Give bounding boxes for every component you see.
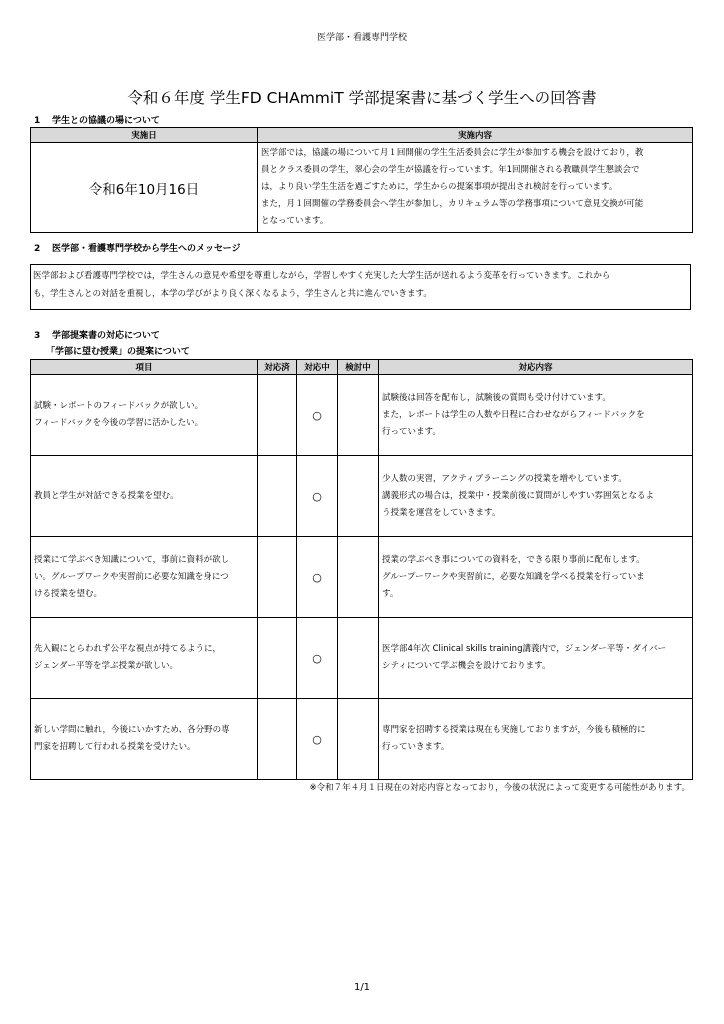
row-item [31, 375, 258, 456]
section-2-heading [34, 241, 240, 254]
table-row [31, 537, 693, 618]
col-done-header: 対応済 [258, 360, 297, 375]
row-item [31, 537, 258, 618]
row-response [379, 375, 693, 456]
item-line: い。グループワークや実習前に必要な知識を身につ [34, 571, 229, 582]
response-line: う授業を運営をしていきます。 [382, 507, 501, 518]
message-box [30, 264, 691, 310]
content-line: となっています。 [261, 216, 329, 226]
item-line: ける授業を望む。 [34, 588, 103, 599]
section-1-number: 1 [34, 116, 41, 126]
meeting-content [258, 143, 693, 233]
row-item [31, 456, 258, 537]
table-row [31, 375, 693, 456]
response-line: グループーワークや実習前に，必要な知識を学べる授業を行っていま [382, 571, 645, 582]
response-line: 医学部4年次 Clinical skills training講義内で，ジェンダー平等・ダイバー [382, 644, 666, 654]
footnote: ※令和７年４月１日現在の対応内容となっており，今後の状況によって変更する可能性があります。 [309, 783, 690, 793]
col-response-header: 対応内容 [379, 360, 693, 375]
response-line: シティについて学ぶ機会を設けております。 [382, 661, 551, 671]
row-considering-mark [338, 456, 379, 537]
col-content-header: 実施内容 [258, 128, 693, 143]
row-done-mark [258, 537, 297, 618]
item-line: 新しい学問に触れ，今後にいかすため、各分野の専 [34, 725, 230, 735]
section-3-title: 学部提案書の対応について [52, 331, 160, 341]
response-line: 行っていきます。 [382, 742, 450, 752]
row-considering-mark [338, 699, 379, 780]
meeting-date: 令和6年10月16日 [31, 143, 258, 233]
row-done-mark [258, 699, 297, 780]
section-1-heading [34, 113, 160, 126]
row-considering-mark [338, 618, 379, 699]
section-3-subheading: 「学部に望む授業」の提案について [46, 347, 190, 357]
content-line: 員とクラス委員の学生，翠心会の学生が協議を行っています。年1回開催される教職員学生懇談会で [261, 165, 640, 175]
col-considering-header: 検討中 [338, 360, 379, 375]
document-title: 令和６年度 学生FD CHAmmiT 学部提案書に基づく学生への回答書 [127, 89, 597, 107]
content-line: は，より良い学生生活を過ごすために，学生からの提案事項が提出され検討を行っています。 [261, 182, 618, 192]
response-line: 行っています。 [382, 426, 441, 437]
table-row [31, 699, 693, 780]
row-considering-mark [338, 537, 379, 618]
row-considering-mark [338, 375, 379, 456]
col-item-header: 項目 [31, 360, 258, 375]
response-line: 少人数の実習，アクティブラーニングの授業を増やしています。 [382, 473, 627, 484]
message-line: 医学部および看護専門学校では，学生さんの意見や希望を尊重しながら，学習しやすく充実した大学生活が送れるよう変革を行っていきます。これから [33, 271, 611, 281]
item-line: 先入観にとらわれず公平な視点が持てるように， [34, 644, 222, 654]
col-in-progress-header: 対応中 [297, 360, 338, 375]
item-line: 教員と学生が対話できる授業を望む。 [34, 490, 179, 501]
header-school-name: 医学部・看護専門学校 [316, 33, 407, 43]
row-response [379, 537, 693, 618]
section-2-title: 医学部・看護専門学校から学生へのメッセージ [52, 244, 241, 254]
page-number: 1/1 [353, 982, 371, 993]
row-item [31, 618, 258, 699]
row-in-progress-mark: ○ [297, 456, 338, 537]
row-item [31, 699, 258, 780]
message-line: も，学生さんとの対話を重視し，本学の学びがより良く深くなるよう，学生さんと共に進んでいきます。 [33, 289, 432, 299]
meeting-table [30, 127, 693, 233]
row-in-progress-mark: ○ [297, 537, 338, 618]
row-response [379, 699, 693, 780]
col-date-header: 実施日 [31, 128, 258, 143]
response-line: 講義形式の場合は，授業中・授業前後に質問がしやすい雰囲気となるよ [382, 490, 655, 501]
row-in-progress-mark: ○ [297, 699, 338, 780]
item-line: ジェンダー平等を学ぶ授業が欲しい。 [34, 661, 178, 671]
proposal-table [30, 359, 693, 780]
row-response [379, 456, 693, 537]
row-done-mark [258, 456, 297, 537]
item-line: 門家を招聘して行われる授業を受けたい。 [34, 742, 196, 752]
row-done-mark [258, 375, 297, 456]
response-line: す。 [382, 588, 399, 599]
item-line: フィードバックを今後の学習に活かしたい。 [34, 418, 204, 428]
section-3-number: 3 [34, 331, 41, 341]
content-line: また，月１回開催の学務委員会へ学生が参加し，カリキュラム等の学務事項について意見交換が可能 [261, 199, 644, 209]
item-line: 試験・レポートのフィードバックが欲しい。 [34, 401, 204, 411]
content-line: 医学部では，協議の場について月１回開催の学生生活委員会に学生が参加する機会を設けており，教 [261, 148, 644, 158]
row-in-progress-mark: ○ [297, 375, 338, 456]
row-done-mark [258, 618, 297, 699]
response-line: 試験後は回答を配布し，試験後の質問も受け付けています。 [382, 392, 611, 403]
response-line: 専門家を招聘する授業は現在も実施しておりますが，今後も積極的に [382, 725, 646, 735]
item-line: 授業にて学ぶべき知識について，事前に資料が欲し [34, 554, 230, 565]
row-response [379, 618, 693, 699]
section-3-heading [34, 328, 160, 341]
row-in-progress-mark: ○ [297, 618, 338, 699]
section-2-number: 2 [34, 244, 41, 254]
response-line: 授業の学ぶべき事についての資料を，できる限り事前に配布します。 [382, 554, 645, 565]
table-row [31, 618, 693, 699]
section-1-title: 学生との協議の場について [52, 116, 160, 126]
response-line: また，レポートは学生の人数や日程に合わせながらフィードバックを [382, 409, 645, 420]
table-row [31, 456, 693, 537]
